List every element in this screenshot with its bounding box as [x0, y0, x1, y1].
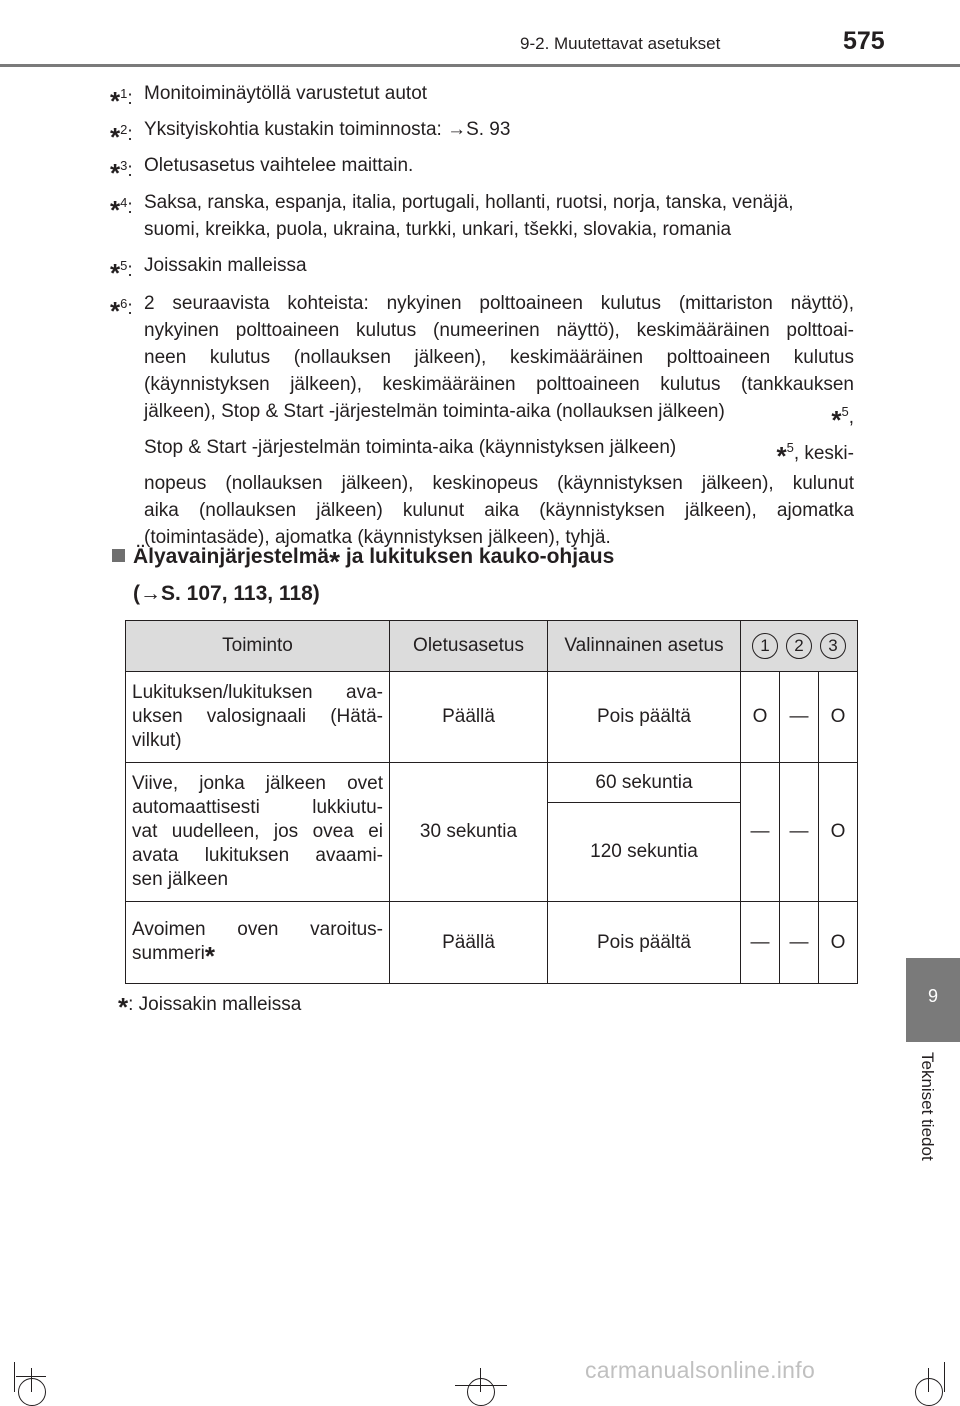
settings-table — [125, 620, 858, 984]
footnote-text: suomi, kreikka, puola, ukraina, turkki, unkari, tšekki, slovakia, romania — [144, 219, 732, 240]
footnote-text: Joissakin malleissa — [144, 255, 307, 276]
method-2-cell: — — [780, 672, 819, 763]
method-2-cell: — — [780, 763, 819, 902]
crop-mark — [31, 1368, 32, 1392]
page-reference-link[interactable]: →S. 93 — [447, 119, 511, 140]
table-footnote: *: Joissakin malleissa — [118, 992, 302, 1022]
method-2-icon: 2 — [786, 633, 812, 659]
method-3-icon: 3 — [820, 633, 846, 659]
default-cell: Päällä — [390, 902, 548, 984]
header-function: Toiminto — [126, 621, 390, 672]
page-number: 575 — [843, 27, 885, 55]
method-3-cell: O — [819, 672, 858, 763]
method-1-cell: — — [741, 763, 780, 902]
footnote-text: Saksa, ranska, espanja, italia, portugali, hollanti, ruotsi, norja, tanska, venäjä, — [144, 192, 794, 213]
optional-cell: 60 sekuntia — [548, 763, 741, 803]
table-row — [126, 902, 858, 984]
function-cell: Avoimen oven varoitus- summeri* — [126, 902, 390, 984]
footnote-text: (toimintasäde), ajomatka (käynnistyksen jälkeen), tyhjä. — [144, 527, 611, 548]
section-square-icon — [112, 549, 125, 562]
method-1-cell: — — [741, 902, 780, 984]
section-title: Älyavainjärjestelmä* ja lukituksen kauko-ohjaus (→S. 107, 113, 118) — [112, 541, 614, 610]
crop-mark — [455, 1385, 507, 1386]
footnote-text: neen kulutus (nollauksen jälkeen), keskimääräinen polttoaineen kulutus — [144, 347, 854, 368]
footnote-text: aika (nollauksen jälkeen) kulunut aika (käynnistyksen jälkeen), ajomatka — [144, 500, 854, 521]
watermark: carmanualsonline.info — [585, 1357, 816, 1383]
section-page-references[interactable]: (→S. 107, 113, 118) — [133, 582, 320, 605]
default-cell: 30 sekuntia — [390, 763, 548, 902]
function-cell: Viive, jonka jälkeen ovet automaattisesti lukkiutu- vat uudelleen, jos ovea ei avata lukituksen avaami- sen jälkeen — [126, 763, 390, 902]
optional-cell: Pois päältä — [548, 902, 741, 984]
crop-mark — [928, 1368, 929, 1392]
footnote-text: nopeus (nollauksen jälkeen), keskinopeus (käynnistyksen jälkeen), kulunut — [144, 473, 854, 494]
optional-cell: 120 sekuntia — [548, 803, 741, 902]
header-rule — [0, 64, 960, 67]
registration-mark — [467, 1378, 495, 1406]
chapter-tab[interactable] — [906, 958, 960, 1042]
footnote-text: (käynnistyksen jälkeen), keskimääräinen polttoaineen kulutus (tankkauksen — [144, 374, 854, 395]
footnote-text: jälkeen), Stop & Start -järjestelmän toiminta-aika (nollauksen jälkeen) — [144, 401, 725, 422]
table-row — [126, 763, 858, 803]
chapter-label: Tekniset tiedot — [918, 1052, 937, 1161]
header-section-title: 9-2. Muutettavat asetukset — [520, 34, 721, 53]
optional-cell: Pois päältä — [548, 672, 741, 763]
method-1-cell: O — [741, 672, 780, 763]
table-header-row — [126, 621, 858, 672]
registration-mark — [18, 1378, 46, 1406]
footnote-text: Oletusasetus vaihtelee maittain. — [144, 155, 414, 176]
method-3-cell: O — [819, 902, 858, 984]
registration-mark — [915, 1378, 943, 1406]
footnote-text: Monitoiminäytöllä varustetut autot — [144, 83, 428, 104]
method-3-cell: O — [819, 763, 858, 902]
chapter-number: 9 — [927, 986, 938, 1006]
method-1-icon: 1 — [752, 633, 778, 659]
function-cell: Lukituksen/lukituksen ava- uksen valosignaali (Hätä- vilkut) — [126, 672, 390, 763]
footnote-text: 2 seuraavista kohteista: nykyinen polttoaineen kulutus (mittariston näyttö), — [144, 293, 854, 314]
header-method-numbers — [741, 621, 858, 672]
crop-mark — [944, 1362, 945, 1392]
crop-mark — [14, 1362, 15, 1392]
header-default: Oletusasetus — [390, 621, 548, 672]
method-2-cell: — — [780, 902, 819, 984]
default-cell: Päällä — [390, 672, 548, 763]
footnote-text: nykyinen polttoaineen kulutus (numeerinen näyttö), keskimääräinen polttoai- — [144, 320, 854, 341]
footnote-text: Stop & Start -järjestelmän toiminta-aika (käynnistyksen jälkeen) — [144, 437, 677, 458]
footnote-text: Yksityiskohtia kustakin toiminnosta: — [144, 119, 448, 140]
header-optional: Valinnainen asetus — [548, 621, 741, 672]
table-row — [126, 672, 858, 763]
crop-mark — [480, 1368, 481, 1392]
